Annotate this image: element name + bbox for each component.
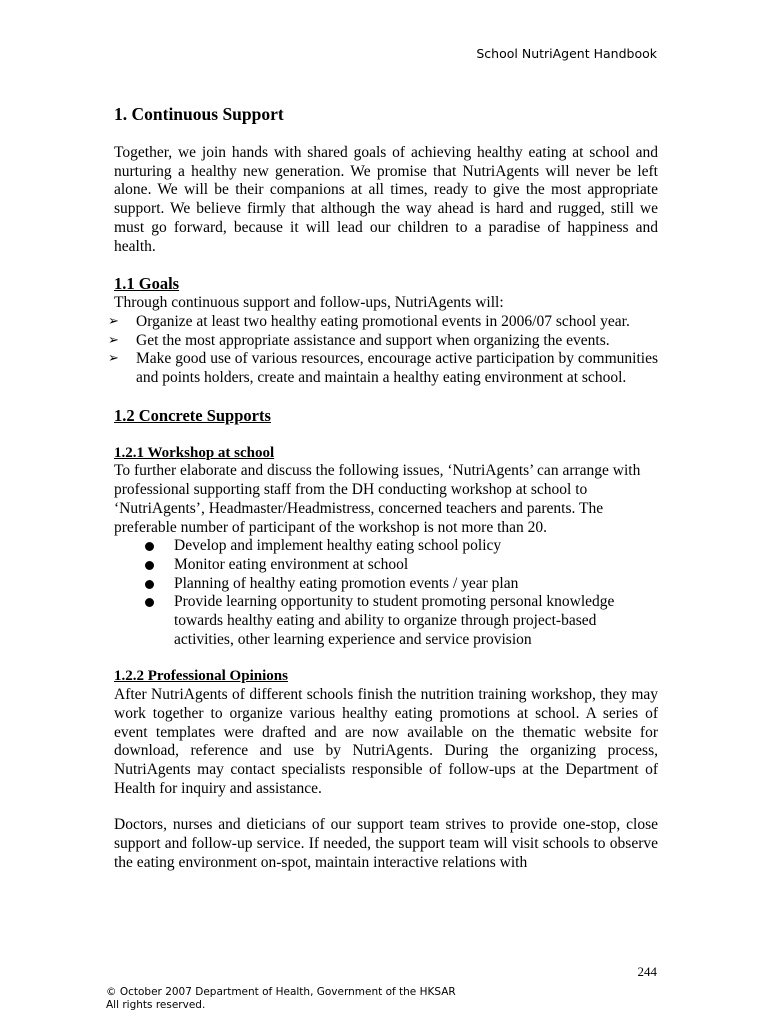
workshop-issues-list — [114, 537, 658, 649]
goal-item-text: Organize at least two healthy eating promotional events in 2006/07 school year. — [136, 312, 630, 330]
goal-item — [108, 312, 658, 332]
opinions-paragraph-2: Doctors, nurses and dieticians of our support team strives to provide one-stop, close support and follow-up service. If needed, the support team will visit schools to observe the eating environment on-spot, maintain interactive relations with — [114, 816, 658, 871]
goal-item — [108, 350, 658, 387]
goal-item-text: Make good use of various resources, encourage active participation by communities and points holders, create and maintain a healthy eating environment at school. — [136, 350, 658, 387]
page-body — [108, 101, 658, 873]
arrow-bullet-icon: ➢ — [108, 313, 119, 329]
goal-item — [108, 331, 658, 351]
concrete-supports-heading: 1.2 Concrete Supports — [114, 405, 271, 425]
workshop-issue-item — [114, 556, 658, 575]
goals-list — [108, 312, 658, 388]
bullet-dot-icon — [145, 580, 154, 589]
goal-item-text: Get the most appropriate assistance and support when organizing the events. — [136, 331, 610, 349]
arrow-bullet-icon: ➢ — [108, 351, 119, 367]
workshop-issue-text: Provide learning opportunity to student promoting personal knowledge towards healthy eating and ability to organize through project-based activities, other learning experience and service provision — [174, 593, 615, 648]
bullet-dot-icon — [145, 598, 154, 607]
page-number: 244 — [637, 964, 657, 979]
bullet-dot-icon — [145, 542, 154, 551]
running-header: School NutriAgent Handbook — [476, 46, 657, 61]
goals-lead: Through continuous support and follow-ups, NutriAgents will: — [114, 294, 504, 312]
arrow-bullet-icon: ➢ — [108, 332, 119, 348]
copyright-line: © October 2007 Department of Health, Government of the HKSAR — [106, 986, 456, 998]
professional-opinions-heading: 1.2.2 Professional Opinions — [114, 668, 288, 685]
opinions-paragraph-1: After NutriAgents of different schools finish the nutrition training workshop, they may work together to organize various healthy eating promotions at school. A series of event templates were drafted and are now available on the thematic website for download, reference and use by NutriAgents. During the organizing process, NutriAgents may contact specialists responsible of follow-ups at the Department of Health for inquiry and assistance. — [114, 686, 658, 797]
bullet-dot-icon — [145, 561, 154, 570]
workshop-issue-item — [114, 575, 658, 594]
workshop-heading: 1.2.1 Workshop at school — [114, 444, 275, 461]
rights-line: All rights reserved. — [106, 998, 206, 1011]
workshop-issue-text: Planning of healthy eating promotion events / year plan — [174, 574, 519, 592]
goals-heading: 1.1 Goals — [114, 274, 180, 294]
workshop-paragraph: To further elaborate and discuss the following issues, ‘NutriAgents’ can arrange with professional supporting staff from the DH conducting workshop at school to ‘NutriAgents’, Headmaster/Headmistress, concerned teachers and parents. The preferable number of participant of the workshop is not more than 20. — [114, 462, 641, 536]
workshop-issue-item — [114, 537, 658, 556]
workshop-issue-text: Monitor eating environment at school — [174, 555, 409, 573]
workshop-issue-text: Develop and implement healthy eating school policy — [174, 537, 502, 555]
section-heading-continuous-support: 1. Continuous Support — [114, 104, 284, 124]
copyright-footer — [106, 986, 456, 1011]
intro-paragraph: Together, we join hands with shared goals of achieving healthy eating at school and nurturing a healthy new generation. We promise that NutriAgents will never be left alone. We will be their companions at all times, ready to give the most appropriate support. We believe firmly that although the way ahead is hard and rugged, still we must go forward, because it will lead our children to a paradise of happiness and health. — [114, 144, 658, 255]
workshop-issue-item — [114, 593, 658, 649]
